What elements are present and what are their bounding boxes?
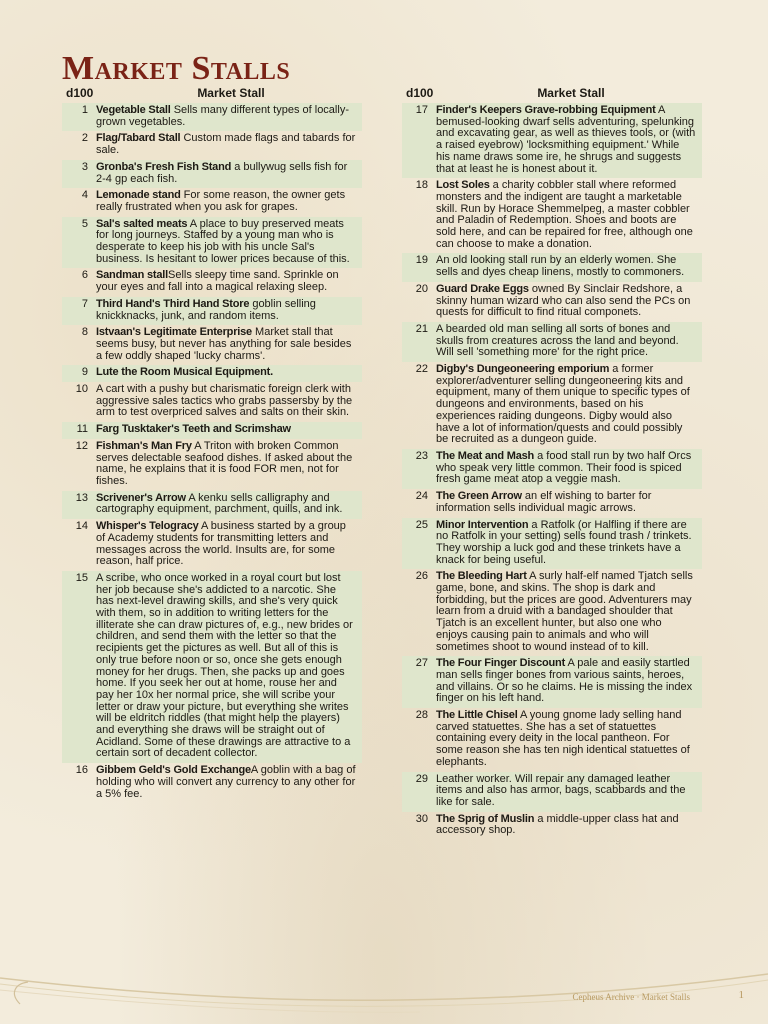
table-row <box>62 160 362 188</box>
row-number: 29 <box>415 772 428 785</box>
left-rows <box>62 103 362 803</box>
stall-text: A bemused-looking dwarf sells adventuring, spelunking and excavating gear, as well as thieves tools, or (with a raised eyebrow) 'locksmithing equipment.' While his name draws some ire, he shrugs and suggests that at least he is honest about it. <box>436 104 696 175</box>
table-row <box>402 569 702 656</box>
row-number: 23 <box>415 449 428 462</box>
row-description <box>96 441 362 488</box>
stall-name: The Four Finger Discount <box>436 657 566 670</box>
row-number: 8 <box>81 326 88 339</box>
table-row <box>62 422 362 439</box>
table-row <box>402 812 702 840</box>
table-row <box>62 325 362 365</box>
row-number: 21 <box>415 322 428 335</box>
stall-name: Minor Intervention <box>436 518 529 531</box>
stall-name: The Little Chisel <box>436 709 518 722</box>
row-number: 4 <box>81 189 88 202</box>
stall-name: The Sprig of Muslin <box>436 812 535 825</box>
stall-text: A young gnome lady selling hand carved statuettes. She has a set of statuettes containing every deity in the local pantheon. For some reason she has ten nigh identical statuettes of elephants. <box>436 709 690 768</box>
stall-text: goblin selling knickknacks, junk, and random items. <box>96 297 316 322</box>
stall-name: Whisper's Telogracy <box>96 520 199 533</box>
stall-name: Sal's salted meats <box>96 217 188 230</box>
stall-name: The Meat and Mash <box>436 449 535 462</box>
row-description <box>96 367 362 379</box>
row-number: 3 <box>81 160 88 173</box>
row-number: 10 <box>75 383 88 396</box>
row-number: 6 <box>81 269 88 282</box>
table-row <box>62 268 362 296</box>
row-number: 27 <box>415 657 428 670</box>
table-row <box>62 131 362 159</box>
row-number: 1 <box>81 104 88 116</box>
row-number: 12 <box>75 439 88 452</box>
table-row <box>62 571 362 763</box>
row-description <box>436 774 702 809</box>
table-row <box>62 491 362 519</box>
row-number: 20 <box>415 282 428 295</box>
stall-text: A Triton with broken Common serves delectable seafood dishes. If asked about the name, he explains that it is food FOR men, not for fishes. <box>96 439 353 487</box>
table-row <box>402 489 702 517</box>
row-description <box>436 814 702 837</box>
row-description <box>96 299 362 322</box>
stall-text: An old looking stall run by an elderly women. She sells and dyes cheap linens, mostly to commoners. <box>436 254 685 279</box>
stall-text: A scribe, who once worked in a royal court but lost her job because she's addicted to a narcotic. She has next-level drawing skills, and she's very quick with them, so in addition to writing letters for the illiterate she can draw pictures of, e.g., new brides or children, and send them with the letter so that the recipients get the pictures as well. But all of this is only true before noon or so, once she gets enough money for her drugs. Then, she packs up and goes home. If you seek her out at home, rouse her and pay her 10x her normal price, she will scribe your letter or draw your picture, but everything she writes will be eldritch riddles (that might help the players) and everything she draws will be straight out of Acidland. Some of these drawings are attractive to a certain sort of decadent collector. <box>96 571 353 760</box>
stall-name: Lemonade stand <box>96 189 181 202</box>
table-row <box>402 103 702 178</box>
row-number: 11 <box>76 423 88 436</box>
row-number: 7 <box>81 297 88 310</box>
row-description <box>96 270 362 293</box>
stall-name: The Green Arrow <box>436 490 522 503</box>
stall-text: A kenku sells calligraphy and cartography equipment, parchment, quills, and ink. <box>96 491 343 516</box>
table-row <box>402 772 702 812</box>
stall-name: Farg Tusktaker's Teeth and Scrimshaw <box>96 423 291 436</box>
stall-text: an elf wishing to barter for information sells individual magic arrows. <box>436 490 652 514</box>
header-die: d100 <box>406 86 434 100</box>
stall-name: Fishman's Man Fry <box>96 439 192 452</box>
table-row <box>62 188 362 216</box>
table-row <box>62 519 362 571</box>
row-number: 19 <box>415 254 428 267</box>
row-description <box>96 573 362 760</box>
row-number: 28 <box>415 709 428 722</box>
row-description <box>436 571 702 653</box>
row-description <box>96 219 362 266</box>
row-description <box>96 521 362 568</box>
row-number: 17 <box>415 104 428 116</box>
table-row <box>62 763 362 803</box>
table-row <box>402 282 702 322</box>
header-stall: Market Stall <box>537 86 605 100</box>
row-number: 2 <box>81 132 88 145</box>
stall-name: Lost Soles <box>436 179 490 192</box>
row-description <box>436 658 702 705</box>
table-right <box>402 86 702 840</box>
row-number: 15 <box>75 571 88 584</box>
stall-name: Lute the Room Musical Equipment. <box>96 366 273 379</box>
stall-text: A cart with a pushy but charismatic foreign clerk with aggressive sales tactics who grabs passersby by the arm to test overpriced salves and salts on their skin. <box>96 383 353 419</box>
table-row <box>62 217 362 269</box>
row-number: 9 <box>81 366 88 379</box>
row-description <box>436 710 702 769</box>
row-description <box>436 451 702 486</box>
stall-text: A pale and easily startled man sells finger bones from various saints, heroes, and villains. Or so he claims. He is missing the index finger on his left hand. <box>436 657 693 705</box>
page-number: 1 <box>738 989 744 1001</box>
row-number: 26 <box>415 570 428 583</box>
table-header <box>402 86 702 103</box>
page-footer <box>0 964 768 1024</box>
table-row <box>62 103 362 131</box>
row-description <box>96 384 362 419</box>
row-description <box>96 493 362 516</box>
stall-name: Gronba's Fresh Fish Stand <box>96 160 232 173</box>
stall-name: Guard Drake Eggs <box>436 282 529 295</box>
row-number: 22 <box>415 363 428 376</box>
stall-text: A place to buy preserved meats for long journeys. Staffed by a young man who is desperate to keep his job with his uncle Sal's business. Is hesitant to lower prices because of this. <box>96 217 350 265</box>
stall-text: A bearded old man selling all sorts of bones and skulls from creatures across the land and beyond. Will sell 'something more' for the right price. <box>436 322 679 359</box>
stall-name: Flag/Tabard Stall <box>96 132 181 145</box>
row-number: 25 <box>415 518 428 531</box>
stall-name: Istvaan's Legitimate Enterprise <box>96 326 252 339</box>
row-description <box>96 162 362 185</box>
stall-name: Gibbem Geld's Gold Exchange <box>96 764 251 777</box>
table-row <box>402 449 702 489</box>
table-header <box>62 86 362 103</box>
table-row <box>62 297 362 325</box>
row-description <box>436 364 702 446</box>
row-description <box>96 190 362 213</box>
table-row <box>402 518 702 570</box>
stall-text: Leather worker. Will repair any damaged leather items and also has armor, bags, scabbards and the like for sale. <box>436 772 686 808</box>
stall-name: Digby's Dungeoneering emporium <box>436 363 610 376</box>
row-description <box>96 327 362 362</box>
stall-name: Sandman stall <box>96 269 168 282</box>
row-description <box>96 424 362 436</box>
row-number: 5 <box>81 217 88 230</box>
stall-text: A business started by a group of Academy students for transmitting letters and messages across the world. Insults are, for some reason, half price. <box>96 520 346 568</box>
table-row <box>402 253 702 281</box>
table-row <box>402 656 702 708</box>
row-number: 13 <box>75 491 88 504</box>
stall-text: For some reason, the owner gets really frustrated when you ask for grapes. <box>96 189 346 213</box>
row-description <box>96 105 362 128</box>
row-number: 30 <box>415 812 428 825</box>
table-row <box>62 382 362 422</box>
table-row <box>62 439 362 491</box>
stall-text: owned By Sinclair Redshore, a skinny human wizard who can also send the PCs on quests for difficult to find ritual componets. <box>436 282 691 319</box>
row-description <box>436 324 702 359</box>
stall-text: a former explorer/adventurer selling dungeoneering kits and equipment, many of them unique to specific types of dungeons and environments, based on his experiences raiding dungeons. Digby would also have a lot of information/quests and could possibly be recruited as a dungeon guide. <box>436 363 690 446</box>
row-description <box>436 520 702 567</box>
table-left <box>62 86 362 803</box>
row-number: 18 <box>415 179 428 192</box>
stall-name: The Bleeding Hart <box>436 570 527 583</box>
stall-text: Custom made flags and tabards for sale. <box>96 132 356 157</box>
stall-text: A surly half-elf named Tjatch sells game, bone, and skins. The shop is dark and forbidding, but the prices are good. Adventurers may learn from a druid with a bandaged shoulder that Tjatch is an excellent hunter, but also one who enjoys causing pain to animals and who will sometimes shoot to wound instead of to kill. <box>436 570 693 653</box>
page-title: Market Stalls <box>62 50 291 87</box>
row-description <box>436 255 702 278</box>
row-description <box>436 491 702 514</box>
table-row <box>402 362 702 449</box>
right-rows <box>402 103 702 840</box>
stall-text: a Ratfolk (or Halfling if there are no Ratfolk in your setting) sells found trash / trinkets. They worship a luck god and these trinkets have a knack for being useful. <box>436 518 692 566</box>
row-number: 24 <box>415 490 428 503</box>
table-row <box>402 178 702 253</box>
table-row <box>62 365 362 382</box>
header-die: d100 <box>66 86 94 100</box>
stall-name: Finder's Keepers Grave-robbing Equipment <box>436 104 656 116</box>
stall-text: Market stall that seems busy, but never has anything for sale besides a few oddly shaped 'lucky charms'. <box>96 326 352 362</box>
stall-text: a middle-upper class hat and accessory shop. <box>436 812 679 837</box>
stall-name: Scrivener's Arrow <box>96 491 186 504</box>
footer-text: Cepheus Archive · Market Stalls <box>572 992 690 1002</box>
row-number: 14 <box>75 520 88 533</box>
row-number: 16 <box>75 764 88 777</box>
stall-text: Sells sleepy time sand. Sprinkle on your eyes and fall into a magical relaxing sleep. <box>96 269 339 294</box>
row-description <box>436 180 702 250</box>
row-description <box>436 105 702 175</box>
stall-text: Sells many different types of locally-grown vegetables. <box>96 104 349 128</box>
table-row <box>402 322 702 362</box>
header-stall: Market Stall <box>197 86 265 100</box>
stall-text: a bullywug sells fish for 2-4 gp each fish. <box>96 160 348 185</box>
stall-text: a charity cobbler stall where reformed monsters and the indigent are taught a marketable skill. Run by Horace Shemmelpeg, a master cobbler and Paladin of Redemption. Shoes and boots are sold here, and can be repaired for free, although one can choose to make a donation. <box>436 179 693 250</box>
table-row <box>402 708 702 772</box>
stall-name: Third Hand's Third Hand Store <box>96 297 250 310</box>
stall-text: A goblin with a bag of holding who will convert any currency to any other for a 5% fee. <box>96 764 356 800</box>
row-description <box>96 133 362 156</box>
stall-name: Vegetable Stall <box>96 104 171 116</box>
stall-text: a food stall run by two half Orcs who speak very little common. Their food is spiced fresh game meat atop a veggie mash. <box>436 449 692 486</box>
row-description <box>96 765 362 800</box>
row-description <box>436 284 702 319</box>
